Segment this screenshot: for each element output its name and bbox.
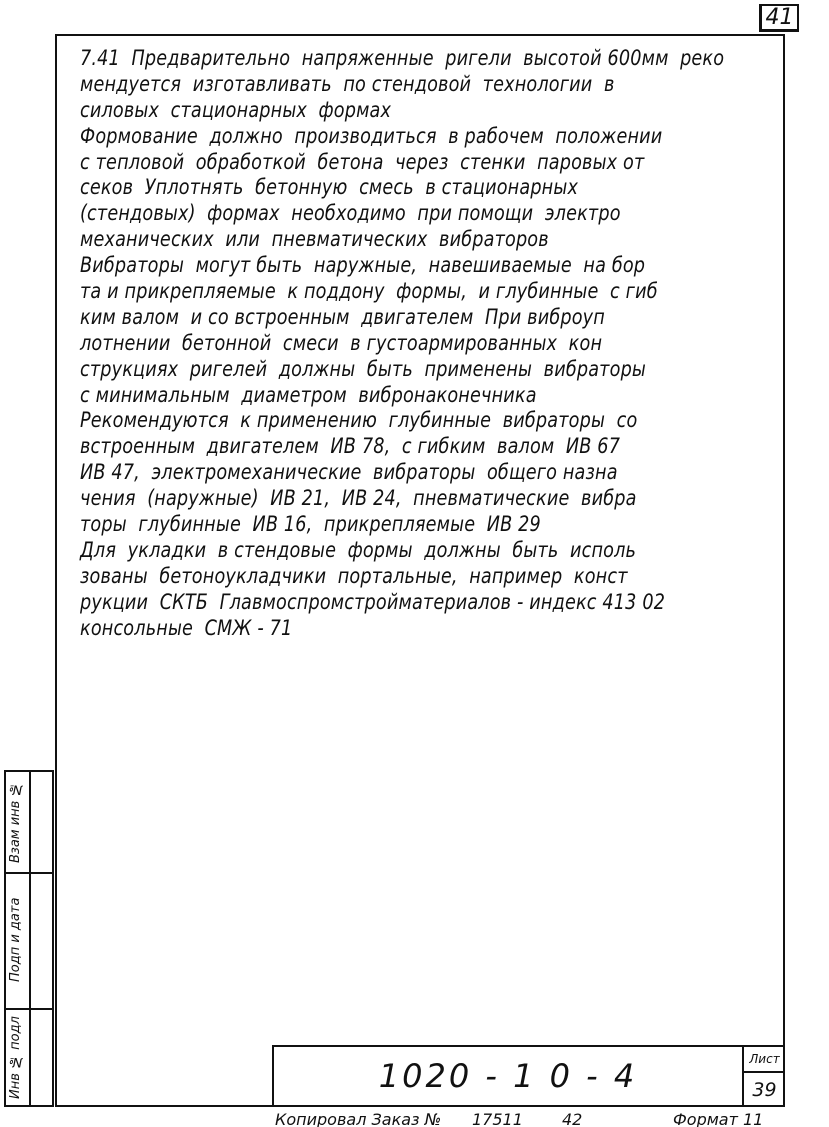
text-line: силовых стационарных формах [80, 97, 392, 123]
footer-order: 17511 [472, 1110, 523, 1127]
document-designation: 1020 - 1 0 - 4 [378, 1057, 638, 1095]
text-line: Вибраторы могут быть наружные, навешиваемые на бор [80, 253, 646, 279]
text-line: лотнении бетонной смеси в густоармированных кон [80, 330, 603, 356]
text-line: чения (наружные) ИВ 21, ИВ 24, пневматические вибра [80, 486, 637, 512]
stamp-column-divider [29, 772, 31, 1105]
footer [275, 1108, 815, 1127]
text-line: Для укладки в стендовые формы должны быть исполь [80, 537, 637, 563]
text-line: с тепловой обработкой бетона через стенки паровых от [80, 149, 645, 175]
text-line: Рекомендуются к применению глубинные вибраторы со [80, 408, 638, 434]
inv-no-label: Инв № подл [8, 1016, 23, 1100]
corner-page-number: 41 [759, 4, 799, 32]
text-line: встроенным двигателем ИВ 78, с гибким валом ИВ 67 [80, 434, 621, 460]
title-block [272, 1045, 785, 1107]
text-line: торы глубинные ИВ 16, прикрепляемые ИВ 29 [80, 512, 541, 538]
sheet-cell [742, 1047, 785, 1107]
sheet-number: 39 [752, 1079, 777, 1101]
text-line: консольные СМЖ - 71 [80, 615, 293, 641]
body-text [80, 46, 725, 641]
sign-date-label: Подп и дата [8, 897, 23, 983]
footer-format: Формат 11 [673, 1110, 764, 1127]
text-line: зованы бетоноукладчики портальные, например конст [80, 563, 628, 589]
text-line: механических или пневматических вибраторов [80, 227, 549, 253]
text-line: Формование должно производиться в рабочем положении [80, 123, 663, 149]
text-line: с минимальным диаметром вибронаконечника [80, 382, 537, 408]
text-line: ким валом и со встроенным двигателем При виброуп [80, 304, 605, 330]
text-line: струкциях ригелей должны быть применены вибраторы [80, 356, 647, 382]
footer-copied: Копировал Заказ № [275, 1110, 442, 1127]
text-line: та и прикрепляемые к поддону формы, и глубинные с гиб [80, 279, 658, 305]
footer-copies: 42 [562, 1110, 583, 1127]
text-line: мендуется изготавливать по стендовой технологии в [80, 71, 615, 97]
stamp-strip [4, 770, 54, 1107]
text-line: секов Уплотнять бетонную смесь в стационарных [80, 175, 579, 201]
text-line: 7.41 Предварительно напряженные ригели высотой 600мм реко [80, 46, 725, 71]
stamp-row-divider [6, 1008, 52, 1010]
text-line: ИВ 47, электромеханические вибраторы общего назна [80, 460, 618, 486]
sheet-label: Лист [744, 1047, 785, 1073]
text-line: (стендовых) формах необходимо при помощи электро [80, 201, 621, 227]
text-line: рукции СКТБ Главмоспромстройматериалов - индекс 413 02 [80, 589, 666, 615]
stamp-row-divider [6, 872, 52, 874]
replace-inv-label: Взам инв № [8, 781, 23, 863]
